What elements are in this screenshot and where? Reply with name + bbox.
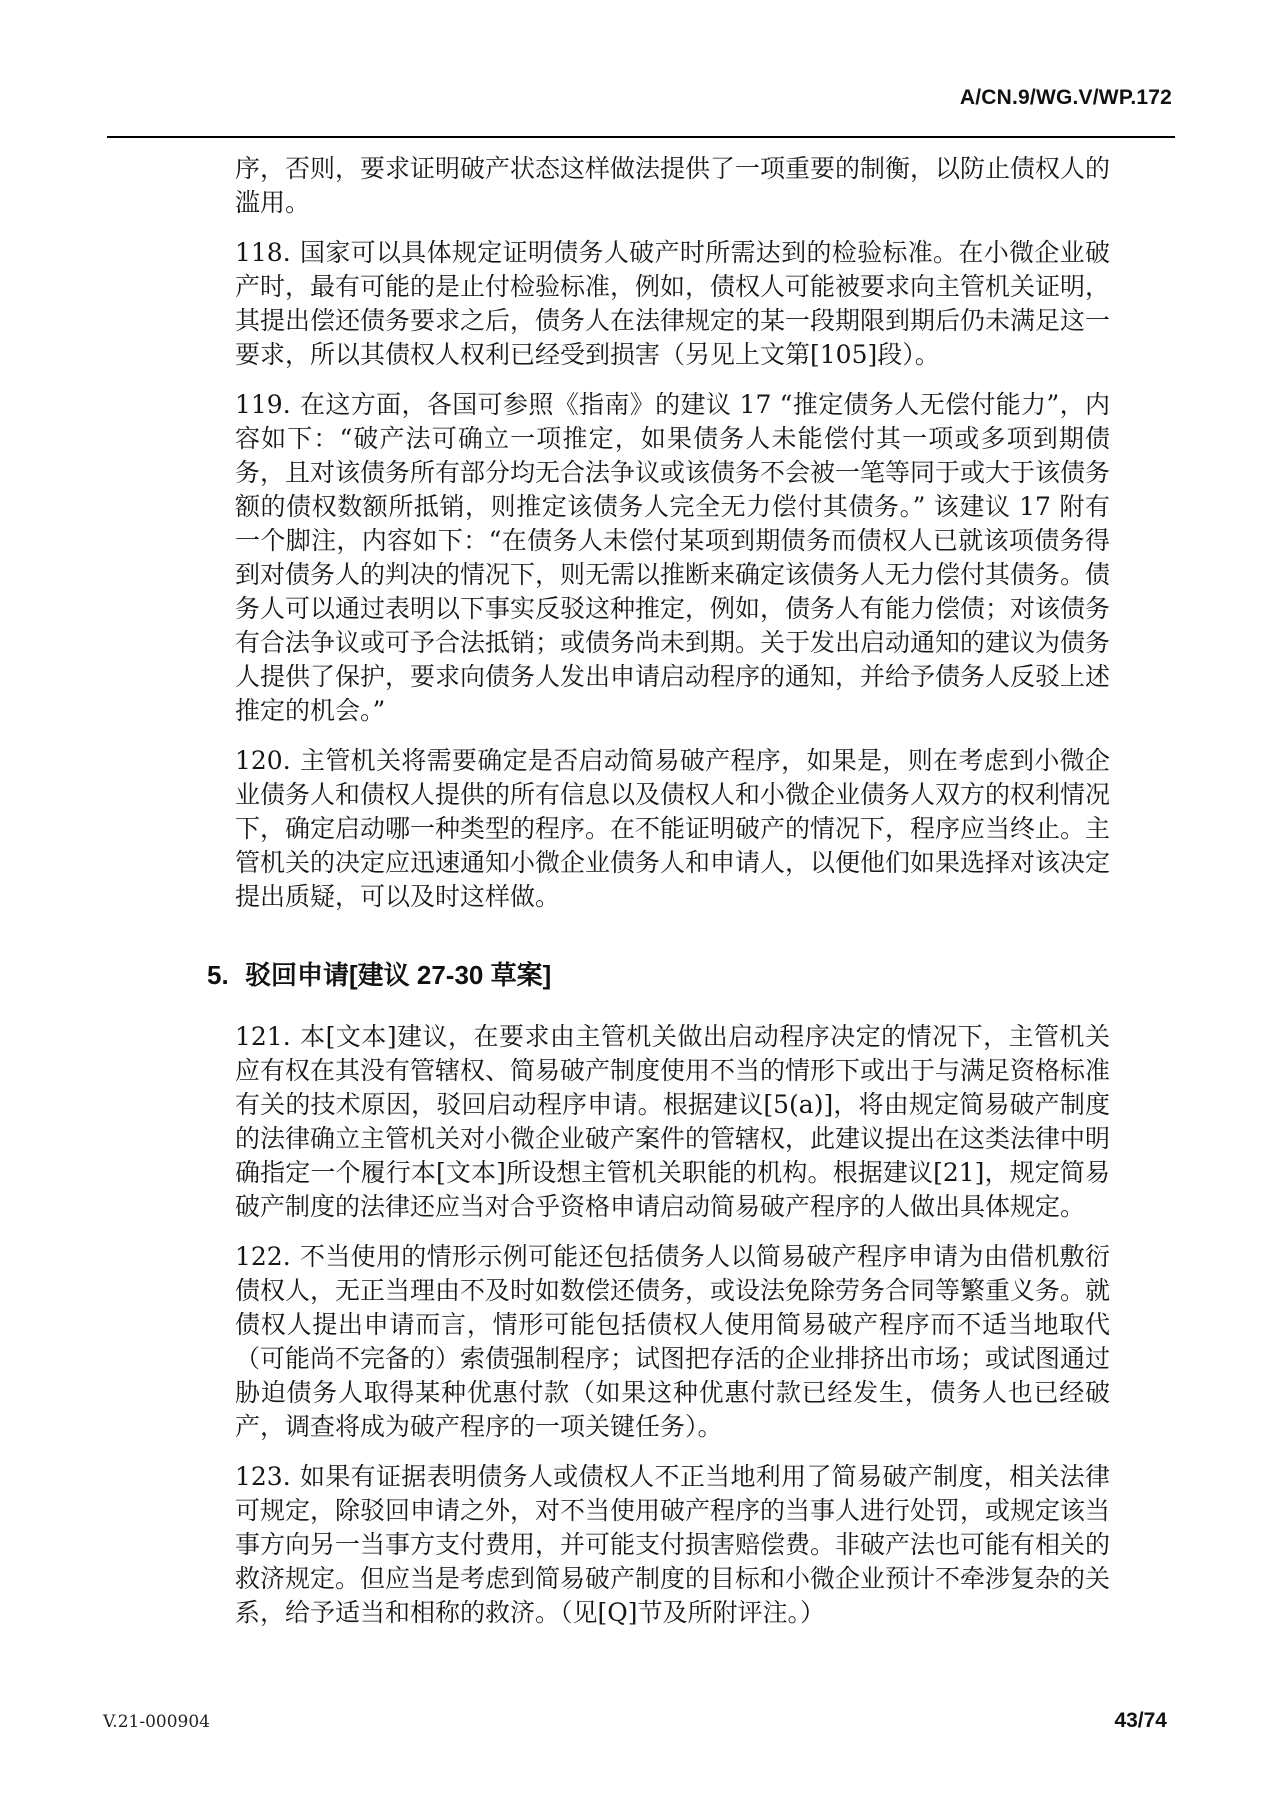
paragraph-text: 不当使用的情形示例可能还包括债务人以简易破产程序申请为由借机敷衍债权人，无正当理由不及时如数偿还债务，或设法免除劳务合同等繁重义务。就债权人提出申请而言，情形可能包括债权人使用简易破产程序而不适当地取代（可能尚不完备的）索债强制程序；试图把存活的企业排挤出市场；或试图通过胁迫债务人取得某种优惠付款（如果这种优惠付款已经发生，债务人也已经破产，调查将成为破产程序的一项关键任务）。 (235, 1242, 1111, 1441)
paragraph-number: 118. (235, 238, 291, 267)
paragraph-text: 序，否则，要求证明破产状态这样做法提供了一项重要的制衡，以防止债权人的滥用。 (235, 154, 1111, 217)
section-title: 驳回申请[建议 27-30 草案] (245, 960, 552, 990)
header-divider (107, 136, 1175, 138)
paragraph-number: 120. (235, 746, 291, 775)
paragraph-text: 如果有证据表明债务人或债权人不正当地利用了简易破产制度，相关法律可规定，除驳回申请之外，对不当使用破产程序的当事人进行处罚，或规定该当事方向另一当事方支付费用，并可能支付损害赔偿费。非破产法也可能有相关的救济规定。但应当是考虑到简易破产制度的目标和小微企业预计不牵涉复杂的关系，给予适当和相称的救济。（见[Q]节及所附评注。） (235, 1462, 1111, 1627)
paragraph-text: 在这方面，各国可参照《指南》的建议 17 “推定债务人无偿付能力”，内容如下：“破产法可确立一项推定，如果债务人未能偿付其一项或多项到期债务，且对该债务所有部分均无合法争议或该债务不会被一笔等同于或大于该债务额的债权数额所抵销，则推定该债务人完全无力偿付其债务。” 该建议 17 附有一个脚注，内容如下：“在债务人未偿付某项到期债务而债权人已就该项债务得到对债务人的判决的情况下，则无需以推断来确定该债务人无力偿付其债务。债务人可以通过表明以下事实反驳这种推定，例如，债务人有能力偿债；对该债务有合法争议或可予合法抵销；或债务尚未到期。关于发出启动通知的建议为债务人提供了保护，要求向债务人发出申请启动程序的通知，并给予债务人反驳上述推定的机会。” (235, 390, 1111, 725)
paragraph-number: 123. (235, 1462, 291, 1491)
section-number: 5. (207, 960, 229, 990)
paragraph-number: 122. (235, 1242, 291, 1271)
paragraph-120 (235, 744, 1110, 914)
section-heading (207, 958, 1110, 992)
footer-page-number: 43/74 (1114, 1709, 1167, 1732)
paragraph-text: 本[文本]建议，在要求由主管机关做出启动程序决定的情况下，主管机关应有权在其没有管辖权、简易破产制度使用不当的情形下或出于与满足资格标准有关的技术原因，驳回启动程序申请。根据建议[5(a)]，将由规定简易破产制度的法律确立主管机关对小微企业破产案件的管辖权，此建议提出在这类法律中明确指定一个履行本[文本]所设想主管机关职能的机构。根据建议[21]，规定简易破产制度的法律还应当对合乎资格申请启动简易破产程序的人做出具体规定。 (235, 1022, 1111, 1221)
paragraph-continuation (235, 152, 1110, 220)
paragraph-text: 国家可以具体规定证明债务人破产时所需达到的检验标准。在小微企业破产时，最有可能的是止付检验标准，例如，债权人可能被要求向主管机关证明，其提出偿还债务要求之后，债务人在法律规定的某一段期限到期后仍未满足这一要求，所以其债权人权利已经受到损害（另见上文第[105]段）。 (235, 238, 1111, 369)
document-symbol: A/CN.9/WG.V/WP.172 (959, 86, 1172, 109)
paragraph-122 (235, 1240, 1110, 1444)
paragraph-text: 主管机关将需要确定是否启动简易破产程序，如果是，则在考虑到小微企业债务人和债权人提供的所有信息以及债权人和小微企业债务人双方的权利情况下，确定启动哪一种类型的程序。在不能证明破产的情况下，程序应当终止。主管机关的决定应迅速通知小微企业债务人和申请人，以便他们如果选择对该决定提出质疑，可以及时这样做。 (235, 746, 1111, 911)
footer-job-number: V.21-000904 (103, 1712, 210, 1732)
paragraph-123 (235, 1460, 1110, 1630)
page-body (207, 152, 1111, 1646)
paragraph-119 (235, 388, 1110, 728)
paragraph-121 (235, 1020, 1110, 1224)
paragraph-118 (235, 236, 1110, 372)
paragraph-number: 119. (235, 390, 291, 419)
paragraph-number: 121. (235, 1022, 291, 1051)
